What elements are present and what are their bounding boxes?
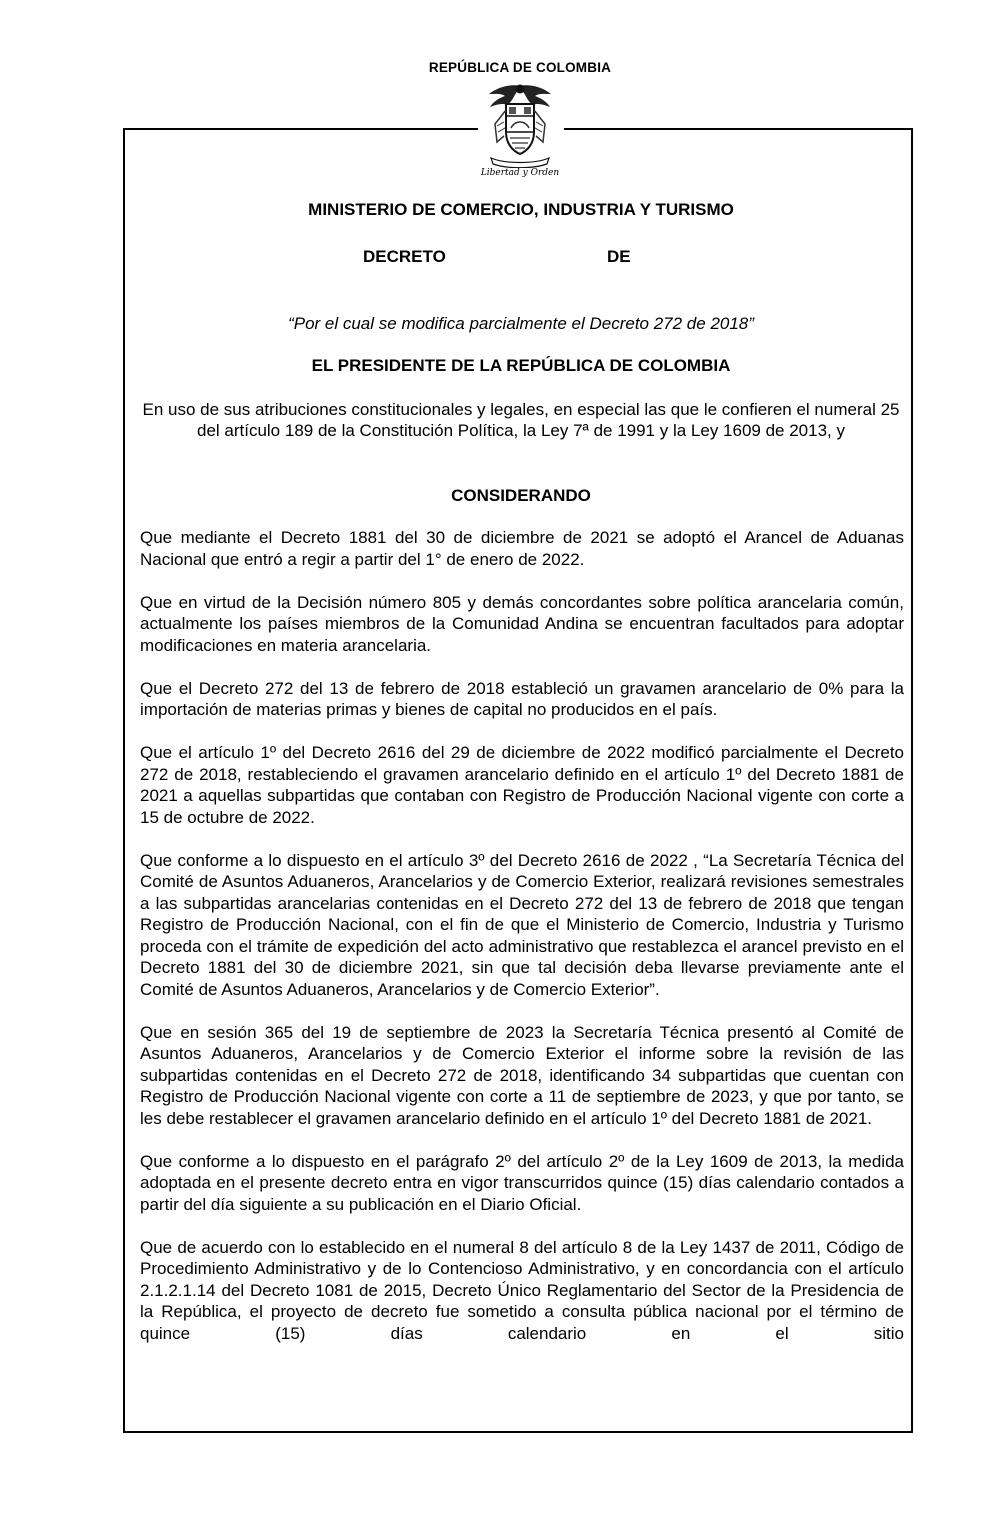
consideration-paragraph: Que conforme a lo dispuesto en el artículo 3º del Decreto 2616 de 2022 , “La Secretaría Técnica del Comité de Asuntos Aduaneros, Arancelarios y de Comercio Exterior, realizará revisiones semestrales a las subpartidas arancelarias contenidas en el Decreto 272 del 13 de febrero de 2018 que tengan Registro de Producción Nacional, con el fin de que el Ministerio de Comercio, Industria y Turismo proceda con el trámite de expedición del acto administrativo que restablezca el arancel previsto en el Decreto 1881 del 30 de diciembre 2021, sin que tal decisión deba llevarse previamente ante el Comité de Asuntos Aduaneros, Arancelarios y de Comercio Exterior”. bbox=[140, 850, 904, 999]
consideration-paragraph: Que de acuerdo con lo establecido en el numeral 8 del artículo 8 de la Ley 1437 de 2011, Código de Procedimiento Administrativo y de lo Contencioso Administrativo, y en concordancia con el artículo 2.1.2.1.14 del Decreto 1081 de 2015, Decreto Único Reglamentario del Sector de la Presidencia de la República, el proyecto de decreto fue sometido a consulta pública nacional por el término de quince (15) días calendario en el sitio bbox=[140, 1237, 904, 1343]
decree-label: DECRETO bbox=[363, 247, 446, 266]
seal-motto: Libertad y Orden bbox=[480, 168, 560, 178]
decree-de-label: DE bbox=[607, 247, 631, 266]
consideration-paragraph: Que mediante el Decreto 1881 del 30 de diciembre de 2021 se adoptó el Arancel de Aduanas Nacional que entró a regir a partir del 1° de enero de 2022. bbox=[140, 528, 904, 569]
decree-subtitle: “Por el cual se modifica parcialmente el Decreto 272 de 2018” bbox=[288, 314, 754, 333]
intro-paragraph: En uso de sus atribuciones constitucionales y legales, en especial las que le confieren el numeral 25 del artículo 189 de la Constitución Política, la Ley 7ª de 1991 y la Ley 1609 de 2013, y bbox=[142, 400, 900, 440]
consideration-paragraph: Que el Decreto 272 del 13 de febrero de 2018 estableció un gravamen arancelario de 0% para la importación de materias primas y bienes de capital no producidos en el país. bbox=[140, 678, 904, 719]
issuer-title: EL PRESIDENTE DE LA REPÚBLICA DE COLOMBIA bbox=[311, 356, 731, 375]
consideration-paragraph: Que conforme a lo dispuesto en el parágrafo 2º del artículo 2º de la Ley 1609 de 2013, la medida adoptada en el presente decreto entra en vigor transcurridos quince (15) días calendario contados a partir del día siguiente a su publicación en el Diario Oficial. bbox=[140, 1151, 904, 1214]
ministry-title: MINISTERIO DE COMERCIO, INDUSTRIA Y TURISMO bbox=[308, 200, 734, 219]
consideration-paragraph: Que el artículo 1º del Decreto 2616 del 29 de diciembre de 2022 modificó parcialmente el Decreto 272 de 2018, restableciendo el gravamen arancelario definido en el artículo 1º del Decreto 1881 de 2021 a aquellas subpartidas que contaban con Registro de Producción Nacional vigente con corte a 15 de octubre de 2022. bbox=[140, 743, 904, 827]
colombia-coat-of-arms-icon bbox=[477, 80, 563, 185]
considerando-heading: CONSIDERANDO bbox=[451, 486, 591, 505]
consideration-paragraph: Que en sesión 365 del 19 de septiembre de 2023 la Secretaría Técnica presentó al Comité de Asuntos Aduaneros, Arancelarios y de Comercio Exterior el informe sobre la revisión de las subpartidas contenidas en el Decreto 272 de 2018, identificando 34 subpartidas que cuentan con Registro de Producción Nacional vigente con corte a 11 de septiembre de 2023, y que por tanto, se les debe restablecer el gravamen arancelario definido en el artículo 1º del Decreto 1881 de 2021. bbox=[140, 1022, 904, 1128]
country-header: REPÚBLICA DE COLOMBIA bbox=[428, 60, 612, 75]
consideration-paragraph: Que en virtud de la Decisión número 805 y demás concordantes sobre política arancelaria común, actualmente los países miembros de la Comunidad Andina se encuentran facultados para adoptar modificaciones en materia arancelaria. bbox=[140, 592, 904, 655]
considerations-list bbox=[140, 527, 904, 1344]
